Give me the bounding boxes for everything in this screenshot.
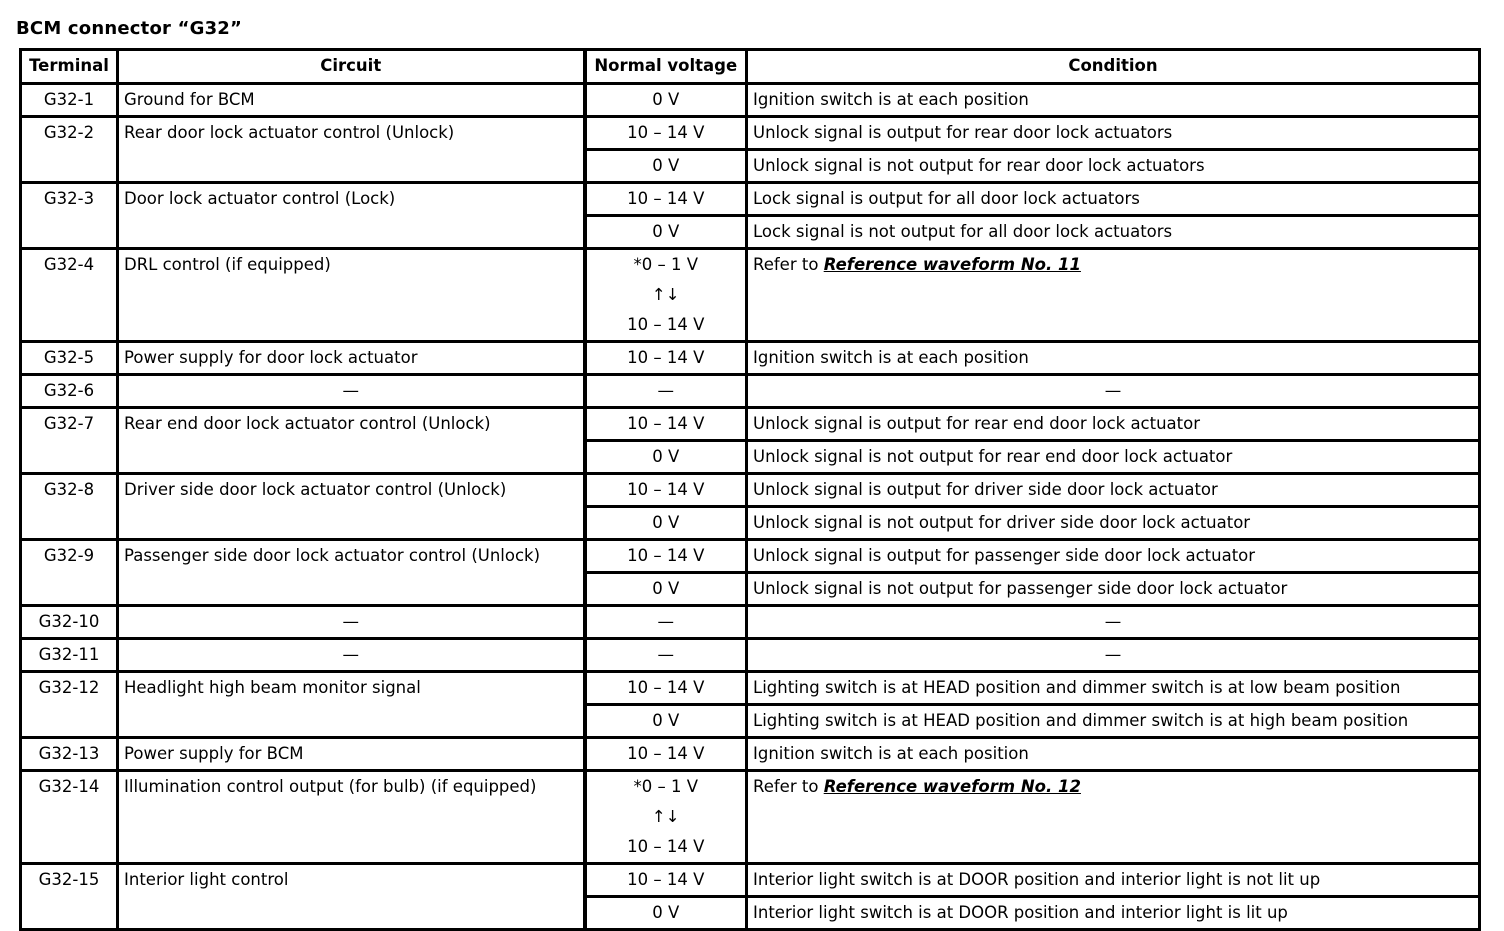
terminal-cell: G32-12 (21, 672, 118, 738)
condition-cell: Unlock signal is not output for rear end door lock actuator (747, 441, 1480, 474)
terminal-cell: G32-11 (21, 639, 118, 672)
normal-voltage-cell: 0 V (585, 573, 747, 606)
normal-voltage-cell: 0 V (585, 507, 747, 540)
terminal-cell: G32-4 (21, 249, 118, 342)
table-row (21, 342, 1480, 375)
table-row (21, 183, 1480, 216)
table-row (21, 864, 1480, 897)
condition-cell: — (747, 375, 1480, 408)
circuit-cell: Ground for BCM (118, 84, 585, 117)
normal-voltage-cell: 0 V (585, 897, 747, 930)
table-row (21, 249, 1480, 342)
voltage-line: *0 – 1 V (633, 777, 699, 796)
terminal-cell: G32-1 (21, 84, 118, 117)
condition-cell: Unlock signal is output for rear door lock actuators (747, 117, 1480, 150)
table-body (21, 84, 1480, 930)
page-title: BCM connector “G32” (16, 18, 243, 39)
normal-voltage-cell: 10 – 14 V (585, 672, 747, 705)
terminal-cell: G32-14 (21, 771, 118, 864)
condition-cell: Lock signal is not output for all door lock actuators (747, 216, 1480, 249)
normal-voltage-cell (585, 249, 747, 342)
circuit-cell: Power supply for BCM (118, 738, 585, 771)
condition-cell: Unlock signal is output for passenger side door lock actuator (747, 540, 1480, 573)
normal-voltage-cell: 10 – 14 V (585, 408, 747, 441)
header-terminal: Terminal (21, 50, 118, 84)
condition-cell (747, 771, 1480, 864)
condition-cell: — (747, 639, 1480, 672)
condition-cell: Unlock signal is output for rear end door lock actuator (747, 408, 1480, 441)
terminal-cell: G32-6 (21, 375, 118, 408)
condition-prefix: Refer to (753, 255, 824, 274)
normal-voltage-cell: 0 V (585, 441, 747, 474)
table-row (21, 639, 1480, 672)
table-row (21, 117, 1480, 150)
header-normal-voltage: Normal voltage (585, 50, 747, 84)
circuit-cell: Driver side door lock actuator control (Unlock) (118, 474, 585, 540)
alternating-arrows: ↑↓ (651, 807, 680, 826)
terminal-cell: G32-9 (21, 540, 118, 606)
terminal-cell: G32-13 (21, 738, 118, 771)
circuit-cell: Rear door lock actuator control (Unlock) (118, 117, 585, 183)
voltage-line: *0 – 1 V (633, 255, 699, 274)
normal-voltage-cell: 0 V (585, 705, 747, 738)
normal-voltage-cell: 10 – 14 V (585, 474, 747, 507)
normal-voltage-cell: 10 – 14 V (585, 342, 747, 375)
terminal-cell: G32-5 (21, 342, 118, 375)
normal-voltage-cell: 10 – 14 V (585, 183, 747, 216)
table-row (21, 606, 1480, 639)
table-header-row (21, 50, 1480, 84)
voltage-line: 10 – 14 V (627, 315, 705, 334)
table-row (21, 474, 1480, 507)
circuit-cell: Rear end door lock actuator control (Unlock) (118, 408, 585, 474)
condition-cell: Lighting switch is at HEAD position and dimmer switch is at low beam position (747, 672, 1480, 705)
table-row (21, 738, 1480, 771)
terminal-cell: G32-15 (21, 864, 118, 930)
circuit-cell: Headlight high beam monitor signal (118, 672, 585, 738)
normal-voltage-cell: 10 – 14 V (585, 540, 747, 573)
normal-voltage-cell: 10 – 14 V (585, 864, 747, 897)
condition-cell: Unlock signal is not output for rear door lock actuators (747, 150, 1480, 183)
table-row (21, 84, 1480, 117)
bcm-connector-table (19, 48, 1481, 931)
condition-cell: Unlock signal is not output for passenger side door lock actuator (747, 573, 1480, 606)
normal-voltage-cell (585, 771, 747, 864)
reference-waveform-link[interactable]: Reference waveform No. 11 (823, 255, 1081, 274)
terminal-cell: G32-2 (21, 117, 118, 183)
circuit-cell: Power supply for door lock actuator (118, 342, 585, 375)
terminal-cell: G32-3 (21, 183, 118, 249)
reference-waveform-link[interactable]: Reference waveform No. 12 (823, 777, 1081, 796)
table-row (21, 672, 1480, 705)
circuit-cell: — (118, 606, 585, 639)
normal-voltage-cell: 0 V (585, 216, 747, 249)
condition-cell: Unlock signal is output for driver side door lock actuator (747, 474, 1480, 507)
terminal-cell: G32-8 (21, 474, 118, 540)
circuit-cell: — (118, 639, 585, 672)
circuit-cell: Illumination control output (for bulb) (if equipped) (118, 771, 585, 864)
circuit-cell: Interior light control (118, 864, 585, 930)
condition-cell: Lock signal is output for all door lock actuators (747, 183, 1480, 216)
circuit-cell: Passenger side door lock actuator control (Unlock) (118, 540, 585, 606)
terminal-cell: G32-7 (21, 408, 118, 474)
circuit-cell: Door lock actuator control (Lock) (118, 183, 585, 249)
normal-voltage-cell: — (585, 639, 747, 672)
voltage-line: 10 – 14 V (627, 837, 705, 856)
condition-cell: Ignition switch is at each position (747, 342, 1480, 375)
table-row (21, 375, 1480, 408)
terminal-cell: G32-10 (21, 606, 118, 639)
table-row (21, 540, 1480, 573)
alternating-arrows: ↑↓ (651, 285, 680, 304)
condition-cell: Ignition switch is at each position (747, 84, 1480, 117)
normal-voltage-cell: 0 V (585, 150, 747, 183)
circuit-cell: DRL control (if equipped) (118, 249, 585, 342)
normal-voltage-cell: 10 – 14 V (585, 738, 747, 771)
condition-cell: Interior light switch is at DOOR position and interior light is lit up (747, 897, 1480, 930)
header-circuit: Circuit (118, 50, 585, 84)
condition-cell: Ignition switch is at each position (747, 738, 1480, 771)
table-row (21, 408, 1480, 441)
circuit-cell: — (118, 375, 585, 408)
condition-cell: Interior light switch is at DOOR position and interior light is not lit up (747, 864, 1480, 897)
normal-voltage-cell: — (585, 375, 747, 408)
normal-voltage-cell: 10 – 14 V (585, 117, 747, 150)
condition-cell (747, 249, 1480, 342)
header-condition: Condition (747, 50, 1480, 84)
normal-voltage-cell: 0 V (585, 84, 747, 117)
condition-prefix: Refer to (753, 777, 824, 796)
table-row (21, 771, 1480, 864)
condition-cell: Lighting switch is at HEAD position and dimmer switch is at high beam position (747, 705, 1480, 738)
normal-voltage-cell: — (585, 606, 747, 639)
condition-cell: — (747, 606, 1480, 639)
condition-cell: Unlock signal is not output for driver side door lock actuator (747, 507, 1480, 540)
